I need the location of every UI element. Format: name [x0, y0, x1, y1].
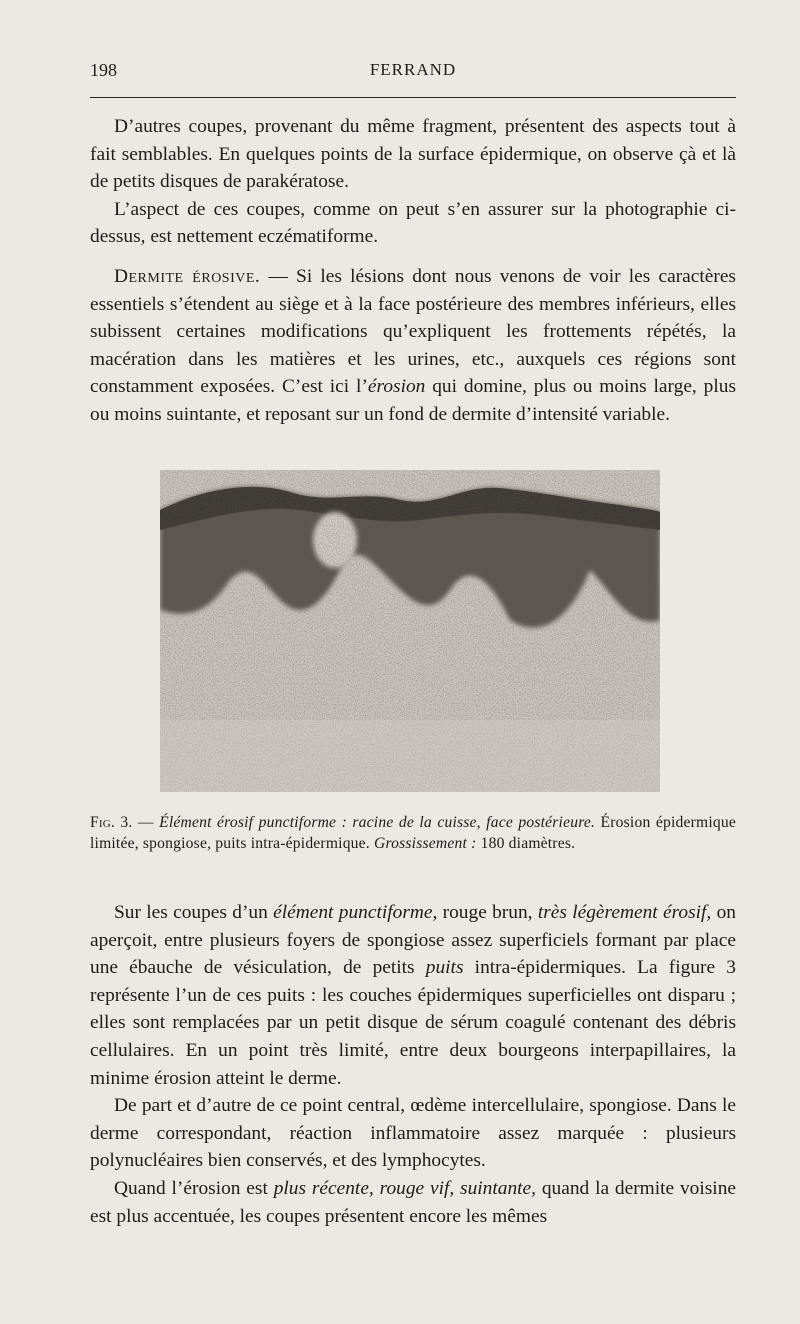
section-text-b: qui domine, plus ou moins large, plus ou moins suintante, et reposant sur un fond de dermite d’intensité variable. [90, 376, 736, 425]
p5-text-b: quand la dermite voisine est plus accentuée, les coupes présentent encore les mêmes [90, 1177, 736, 1227]
section-text-emphasis: érosion [367, 376, 426, 398]
deep-dermis [160, 720, 660, 792]
caption-paragraph [90, 813, 736, 854]
p3-text-c: on aperçoit, entre plusieurs foyers de spongiose assez superficiels formant par place une ébauche de vésiculation, de petits [90, 902, 736, 979]
figure-title: Élément érosif punctiforme : racine de la cuisse, face postérieure. [159, 814, 596, 831]
paragraph-3 [90, 899, 736, 1092]
text-block-bottom [90, 899, 736, 1230]
p3-text-a: Sur les coupes d’un [114, 902, 274, 923]
caption-dash: — [132, 814, 160, 831]
figure-magnification: 180 diamètres. [476, 834, 576, 852]
figure-magnification-label: Grossissement : [374, 834, 477, 852]
section-text-a: Si les lésions dont nous venons de voir les caractères essentiels s’étendent au siège et à la face postérieure des membres inférieurs, elles subissent certaines modifications qu’expliquent les frottements répétés, la macération dans les matières et les urines, etc., auxquels ces régions sont constamment exposées. C’est ici l’ [90, 266, 736, 398]
running-title: FERRAND [369, 60, 457, 79]
page-number: 198 [90, 60, 117, 80]
text-block-top [90, 113, 736, 251]
p5-text-a: Quand l’érosion est [114, 1177, 274, 1199]
paragraph-1: D’autres coupes, provenant du même fragment, présentent des aspects tout à fait semblables. En quelques points de la surface épidermique, on observe çà et là de petits disques de parakératose. [90, 116, 736, 193]
section-heading: Dermite érosive. [114, 266, 261, 287]
micrograph-figure [160, 470, 660, 792]
paragraph-5 [90, 1175, 736, 1230]
section-dermite-erosive [90, 263, 736, 429]
p3-emphasis-2: très légèrement érosif, [537, 902, 712, 923]
figure-description: Érosion épidermique limitée, spongiose, puits intra-épidermique. [90, 814, 736, 852]
page-header [90, 58, 736, 88]
header-rule [90, 97, 736, 98]
p5-emphasis-1: plus récente, rouge vif, suintante, [273, 1177, 536, 1199]
section-paragraph [90, 263, 736, 429]
figure-caption [90, 813, 736, 854]
micrograph-image [160, 470, 660, 792]
paragraph-2: L’aspect de ces coupes, comme on peut s’en assurer sur la photographie ci-dessus, est nettement eczématiforme. [90, 198, 736, 248]
p3-text-b: rouge brun, [437, 902, 538, 923]
figure-label: Fig. 3. [90, 814, 133, 831]
p3-text-d: intra-épidermiques. La figure 3 représente l’un de ces puits : les couches épidermiques superficielles ont disparu ; elles sont remplacées par un petit disque de sérum coagulé contenant des débris cellulaires. En un point très limité, entre deux bourgeons interpapillaires, la minime érosion atteint le derme. [90, 957, 736, 1089]
section-dash: — [260, 266, 297, 287]
paragraph-4: De part et d’autre de ce point central, œdème intercellulaire, spongiose. Dans le derme correspondant, réaction inflammatoire assez marquée : plusieurs polynucléaires bien conservés, et des lymphocytes. [90, 1095, 736, 1172]
p3-emphasis-3: puits [425, 957, 464, 979]
p3-emphasis-1: élément punctiforme, [273, 902, 438, 923]
